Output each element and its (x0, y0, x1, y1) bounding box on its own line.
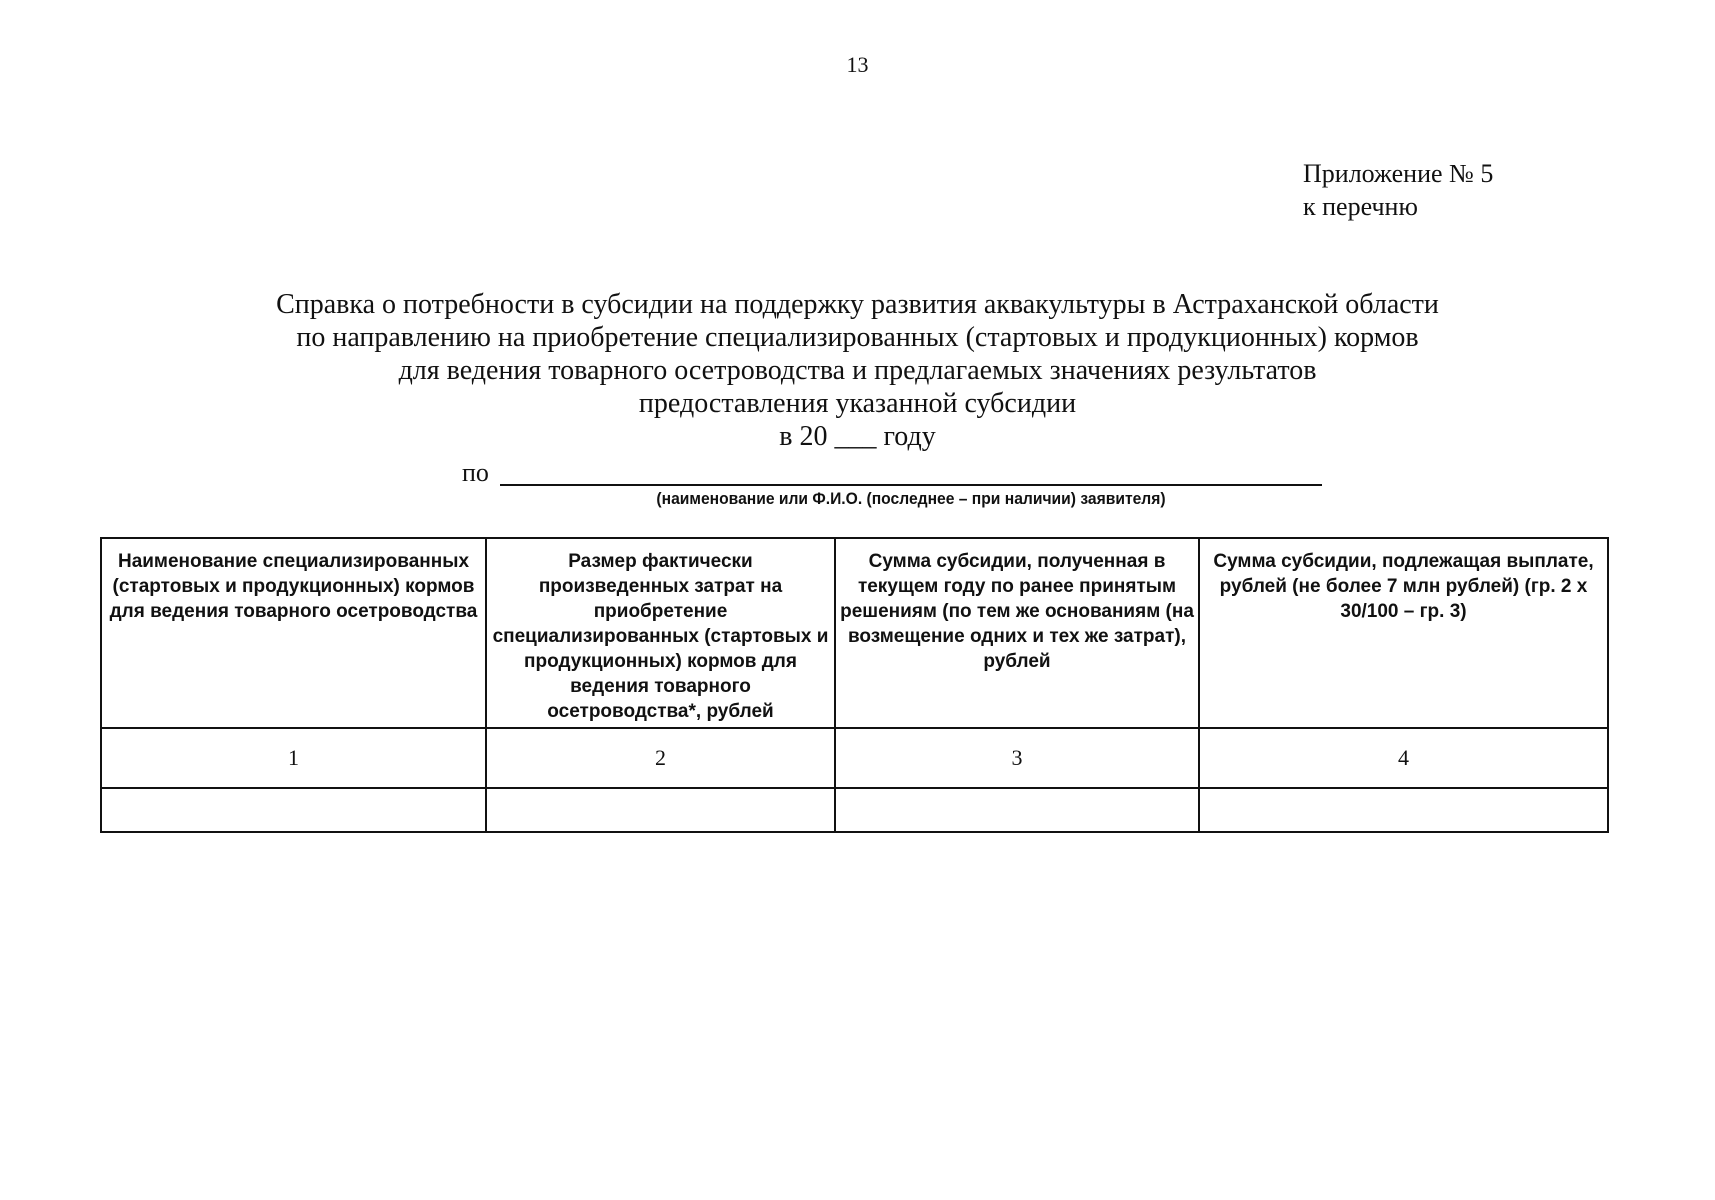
title-line-2: по направлению на приобретение специализированных (стартовых и продукционных) кормов (296, 322, 1419, 353)
table-row (101, 788, 1608, 832)
title-line-4: предоставления указанной субсидии (638, 388, 1077, 419)
data-cell-4[interactable] (1199, 788, 1608, 832)
title-line-5: в 20 ___ году (779, 421, 936, 452)
applicant-name-field[interactable] (500, 484, 1322, 486)
data-cell-2[interactable] (486, 788, 835, 832)
header-text-4: Сумма субсидии, подлежащая выплате, рублей (не более 7 млн рублей) (гр. 2 х 30/100 – гр. 3) (1213, 551, 1594, 622)
header-cell-1 (101, 538, 486, 728)
column-number-2: 2 (486, 728, 835, 788)
header-cell-4 (1199, 538, 1608, 728)
appendix-line-2: к перечню (1303, 192, 1418, 221)
header-text-3: Сумма субсидии, полученная в текущем году по ранее принятым решениям (по тем же основаниям (на возмещение одних и тех же затрат), рублей (840, 551, 1194, 672)
data-cell-1[interactable] (101, 788, 486, 832)
data-cell-3[interactable] (835, 788, 1199, 832)
column-number-1: 1 (101, 728, 486, 788)
title-line-3: для ведения товарного осетроводства и предлагаемых значениях результатов (398, 355, 1317, 386)
applicant-caption: (наименование или Ф.И.О. (последнее – при наличии) заявителя) (656, 489, 1166, 508)
appendix-header (1303, 157, 1493, 223)
document-title (0, 288, 1715, 453)
header-cell-2 (486, 538, 835, 728)
column-number-4: 4 (1199, 728, 1608, 788)
column-number-row (101, 728, 1608, 788)
appendix-line-1: Приложение № 5 (1303, 159, 1494, 188)
subsidy-table (100, 537, 1609, 833)
table-header-row (101, 538, 1608, 728)
header-text-1: Наименование специализированных (стартовых и продукционных) кормов для ведения товарного осетроводства (109, 551, 478, 622)
header-cell-3 (835, 538, 1199, 728)
title-line-1: Справка о потребности в субсидии на поддержку развития аквакультуры в Астраханской области (276, 289, 1439, 320)
applicant-prefix: по (462, 458, 489, 487)
column-number-3: 3 (835, 728, 1199, 788)
page-number: 13 (846, 52, 869, 77)
header-text-2: Размер фактически произведенных затрат на приобретение специализированных (стартовых и продукционных) кормов для ведения товарного осетроводства*, рублей (492, 551, 829, 722)
